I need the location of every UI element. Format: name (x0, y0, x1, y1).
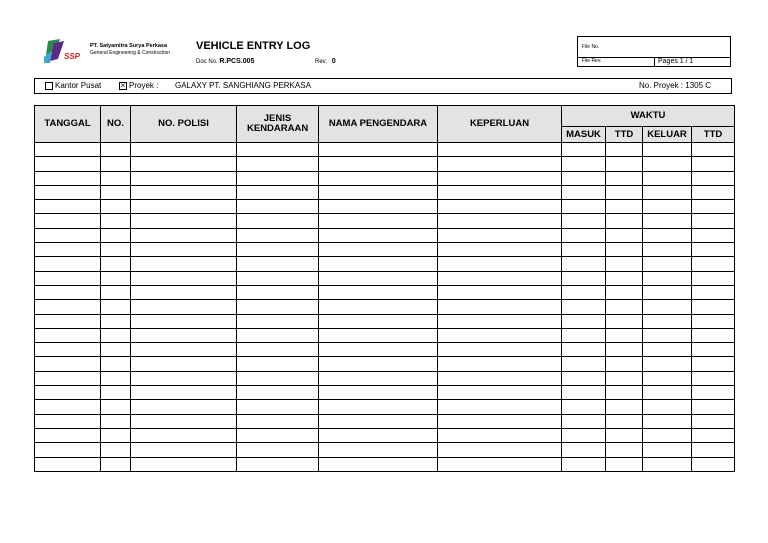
table-cell[interactable] (319, 371, 438, 385)
table-cell[interactable] (562, 428, 606, 442)
table-row (35, 371, 735, 385)
table-cell[interactable] (692, 200, 735, 214)
table-cell[interactable] (606, 185, 643, 199)
table-cell[interactable] (131, 285, 237, 299)
table-cell[interactable] (131, 457, 237, 471)
table-cell[interactable] (643, 257, 692, 271)
table-cell[interactable] (131, 200, 237, 214)
table-cell[interactable] (319, 257, 438, 271)
table-cell[interactable] (562, 257, 606, 271)
table-row (35, 386, 735, 400)
table-cell[interactable] (237, 185, 319, 199)
table-cell[interactable] (131, 257, 237, 271)
table-cell[interactable] (562, 457, 606, 471)
table-cell[interactable] (319, 143, 438, 157)
table-cell[interactable] (131, 214, 237, 228)
table-cell[interactable] (101, 243, 131, 257)
table-cell[interactable] (319, 328, 438, 342)
table-cell[interactable] (237, 357, 319, 371)
doc-number: Doc No. R.PCS.005 (196, 58, 255, 65)
table-cell[interactable] (319, 228, 438, 242)
table-row (35, 343, 735, 357)
table-cell[interactable] (101, 314, 131, 328)
table-cell[interactable] (562, 328, 606, 342)
table-cell[interactable] (692, 257, 735, 271)
col-tanggal: TANGGAL (35, 106, 101, 143)
table-cell[interactable] (237, 271, 319, 285)
table-cell[interactable] (643, 357, 692, 371)
table-cell[interactable] (319, 200, 438, 214)
table-cell[interactable] (237, 400, 319, 414)
table-cell[interactable] (131, 157, 237, 171)
file-no-label: File No. (582, 44, 600, 50)
table-cell[interactable] (131, 243, 237, 257)
table-row (35, 228, 735, 242)
table-cell[interactable] (692, 314, 735, 328)
table-cell[interactable] (237, 200, 319, 214)
table-row (35, 357, 735, 371)
table-cell[interactable] (131, 443, 237, 457)
table-cell[interactable] (606, 400, 643, 414)
table-cell[interactable] (101, 443, 131, 457)
table-cell[interactable] (35, 243, 101, 257)
table-cell[interactable] (237, 428, 319, 442)
table-cell[interactable] (237, 386, 319, 400)
table-cell[interactable] (606, 143, 643, 157)
table-cell[interactable] (562, 185, 606, 199)
table-cell[interactable] (692, 143, 735, 157)
table-cell[interactable] (643, 386, 692, 400)
table-cell[interactable] (606, 314, 643, 328)
table-cell[interactable] (562, 314, 606, 328)
table-cell[interactable] (692, 214, 735, 228)
project-number: No. Proyek : 1305 C (639, 81, 712, 90)
table-cell[interactable] (562, 386, 606, 400)
table-cell[interactable] (438, 386, 562, 400)
table-cell[interactable] (237, 328, 319, 342)
project-name: GALAXY PT. SANGHIANG PERKASA (175, 81, 311, 90)
table-cell[interactable] (692, 228, 735, 242)
table-cell[interactable] (101, 400, 131, 414)
table-cell[interactable] (643, 314, 692, 328)
table-cell[interactable] (319, 300, 438, 314)
table-cell[interactable] (692, 457, 735, 471)
table-cell[interactable] (562, 214, 606, 228)
table-cell[interactable] (237, 214, 319, 228)
table-cell[interactable] (643, 200, 692, 214)
table-cell[interactable] (643, 214, 692, 228)
table-cell[interactable] (692, 271, 735, 285)
table-cell[interactable] (101, 328, 131, 342)
table-row (35, 457, 735, 471)
log-body (35, 143, 735, 472)
table-row (35, 214, 735, 228)
table-cell[interactable] (643, 143, 692, 157)
table-cell[interactable] (319, 214, 438, 228)
table-row (35, 157, 735, 171)
table-cell[interactable] (692, 328, 735, 342)
table-row (35, 328, 735, 342)
table-cell[interactable] (562, 400, 606, 414)
table-cell[interactable] (237, 314, 319, 328)
table-cell[interactable] (606, 357, 643, 371)
table-cell[interactable] (35, 285, 101, 299)
table-cell[interactable] (237, 143, 319, 157)
company-name: PT. Satyamitra Surya Perkasa (90, 43, 168, 49)
table-cell[interactable] (438, 371, 562, 385)
table-row (35, 400, 735, 414)
table-cell[interactable] (606, 371, 643, 385)
table-cell[interactable] (35, 257, 101, 271)
table-cell[interactable] (438, 257, 562, 271)
table-cell[interactable] (606, 300, 643, 314)
table-cell[interactable] (438, 271, 562, 285)
table-cell[interactable] (643, 428, 692, 442)
table-row (35, 314, 735, 328)
table-cell[interactable] (131, 271, 237, 285)
table-cell[interactable] (319, 428, 438, 442)
table-cell[interactable] (35, 328, 101, 342)
table-cell[interactable] (643, 400, 692, 414)
table-cell[interactable] (237, 171, 319, 185)
table-cell[interactable] (438, 185, 562, 199)
kantor-pusat-label: Kantor Pusat (55, 81, 102, 90)
table-cell[interactable] (35, 228, 101, 242)
table-cell[interactable] (606, 157, 643, 171)
table-cell[interactable] (643, 228, 692, 242)
table-cell[interactable] (101, 457, 131, 471)
table-cell[interactable] (319, 285, 438, 299)
table-cell[interactable] (562, 414, 606, 428)
table-cell[interactable] (319, 414, 438, 428)
col-ttd-keluar: TTD (692, 127, 735, 143)
table-cell[interactable] (35, 171, 101, 185)
table-cell[interactable] (35, 214, 101, 228)
pages-indicator: Pages 1 / 1 (658, 58, 694, 65)
table-cell[interactable] (35, 400, 101, 414)
table-cell[interactable] (643, 185, 692, 199)
table-cell[interactable] (131, 300, 237, 314)
kantor-pusat-checkbox[interactable] (45, 82, 53, 90)
table-cell[interactable] (643, 243, 692, 257)
table-cell[interactable] (562, 228, 606, 242)
table-cell[interactable] (643, 271, 692, 285)
table-cell[interactable] (562, 285, 606, 299)
table-cell[interactable] (606, 386, 643, 400)
table-cell[interactable] (438, 200, 562, 214)
table-cell[interactable] (438, 328, 562, 342)
table-cell[interactable] (606, 328, 643, 342)
table-cell[interactable] (237, 257, 319, 271)
col-no: NO. (101, 106, 131, 143)
table-cell[interactable] (606, 257, 643, 271)
table-cell[interactable] (438, 428, 562, 442)
table-cell[interactable] (237, 443, 319, 457)
col-masuk: MASUK (562, 127, 606, 143)
table-cell[interactable] (101, 271, 131, 285)
table-cell[interactable] (319, 185, 438, 199)
table-row (35, 171, 735, 185)
table-cell[interactable] (562, 371, 606, 385)
table-row (35, 200, 735, 214)
table-cell[interactable] (131, 428, 237, 442)
table-cell[interactable] (101, 371, 131, 385)
table-cell[interactable] (643, 457, 692, 471)
table-cell[interactable] (35, 200, 101, 214)
table-cell[interactable] (131, 371, 237, 385)
table-cell[interactable] (643, 157, 692, 171)
table-cell[interactable] (606, 214, 643, 228)
table-cell[interactable] (131, 314, 237, 328)
table-cell[interactable] (319, 343, 438, 357)
table-cell[interactable] (101, 343, 131, 357)
table-cell[interactable] (606, 428, 643, 442)
table-cell[interactable] (237, 457, 319, 471)
table-cell[interactable] (643, 414, 692, 428)
table-cell[interactable] (101, 143, 131, 157)
table-cell[interactable] (319, 314, 438, 328)
table-cell[interactable] (319, 157, 438, 171)
table-cell[interactable] (319, 243, 438, 257)
col-jenis-kendaraan: JENIS KENDARAAN (237, 106, 319, 143)
col-no-polisi: NO. POLISI (131, 106, 237, 143)
table-cell[interactable] (131, 357, 237, 371)
proyek-label: Proyek : (129, 81, 159, 90)
table-cell[interactable] (319, 171, 438, 185)
table-cell[interactable] (237, 228, 319, 242)
table-cell[interactable] (438, 400, 562, 414)
table-cell[interactable] (692, 157, 735, 171)
table-cell[interactable] (101, 357, 131, 371)
table-cell[interactable] (101, 386, 131, 400)
file-no-row (578, 37, 730, 58)
table-cell[interactable] (319, 443, 438, 457)
document-title: VEHICLE ENTRY LOG (196, 40, 311, 52)
table-cell[interactable] (237, 157, 319, 171)
table-cell[interactable] (692, 428, 735, 442)
table-cell[interactable] (606, 285, 643, 299)
table-row (35, 414, 735, 428)
table-cell[interactable] (101, 185, 131, 199)
table-cell[interactable] (606, 457, 643, 471)
table-cell[interactable] (131, 185, 237, 199)
table-cell[interactable] (319, 357, 438, 371)
table-cell[interactable] (237, 243, 319, 257)
table-cell[interactable] (131, 143, 237, 157)
table-cell[interactable] (35, 371, 101, 385)
table-cell[interactable] (35, 414, 101, 428)
table-cell[interactable] (35, 457, 101, 471)
col-keperluan: KEPERLUAN (438, 106, 562, 143)
table-row (35, 271, 735, 285)
table-cell[interactable] (438, 300, 562, 314)
table-cell[interactable] (606, 200, 643, 214)
file-rev-label: File Rev. (582, 58, 602, 64)
table-cell[interactable] (101, 414, 131, 428)
table-cell[interactable] (438, 343, 562, 357)
table-cell[interactable] (562, 200, 606, 214)
vehicle-log-table (34, 105, 735, 472)
table-row (35, 143, 735, 157)
table-cell[interactable] (101, 171, 131, 185)
table-cell[interactable] (101, 214, 131, 228)
table-cell[interactable] (562, 300, 606, 314)
file-info-box (577, 36, 731, 67)
table-cell[interactable] (35, 300, 101, 314)
table-cell[interactable] (606, 414, 643, 428)
table-cell[interactable] (131, 171, 237, 185)
logo-text: SSP (64, 52, 81, 61)
table-cell[interactable] (692, 400, 735, 414)
table-cell[interactable] (606, 271, 643, 285)
table-cell[interactable] (692, 171, 735, 185)
table-row (35, 185, 735, 199)
table-cell[interactable] (692, 185, 735, 199)
table-cell[interactable] (319, 457, 438, 471)
table-cell[interactable] (643, 328, 692, 342)
table-cell[interactable] (692, 386, 735, 400)
project-bar (34, 78, 732, 94)
table-cell[interactable] (131, 228, 237, 242)
table-cell[interactable] (643, 443, 692, 457)
file-rev-row (578, 58, 730, 67)
table-cell[interactable] (692, 300, 735, 314)
table-row (35, 243, 735, 257)
table-cell[interactable] (562, 271, 606, 285)
table-cell[interactable] (438, 143, 562, 157)
table-cell[interactable] (35, 357, 101, 371)
table-cell[interactable] (562, 171, 606, 185)
table-cell[interactable] (101, 228, 131, 242)
revision: Rev. 0 (315, 58, 336, 65)
table-row (35, 300, 735, 314)
table-cell[interactable] (35, 386, 101, 400)
table-cell[interactable] (131, 400, 237, 414)
table-cell[interactable] (101, 157, 131, 171)
table-cell[interactable] (319, 400, 438, 414)
table-cell[interactable] (562, 443, 606, 457)
table-row (35, 443, 735, 457)
table-cell[interactable] (101, 257, 131, 271)
table-cell[interactable] (438, 314, 562, 328)
table-cell[interactable] (606, 343, 643, 357)
table-cell[interactable] (562, 243, 606, 257)
table-cell[interactable] (643, 285, 692, 299)
table-cell[interactable] (101, 200, 131, 214)
table-cell[interactable] (35, 343, 101, 357)
table-cell[interactable] (101, 285, 131, 299)
table-cell[interactable] (438, 443, 562, 457)
table-cell[interactable] (35, 428, 101, 442)
table-cell[interactable] (237, 300, 319, 314)
table-cell[interactable] (562, 143, 606, 157)
table-cell[interactable] (35, 443, 101, 457)
table-cell[interactable] (692, 343, 735, 357)
table-cell[interactable] (438, 214, 562, 228)
table-cell[interactable] (692, 443, 735, 457)
table-cell[interactable] (692, 285, 735, 299)
table-cell[interactable] (35, 157, 101, 171)
table-cell[interactable] (438, 414, 562, 428)
table-cell[interactable] (101, 300, 131, 314)
table-cell[interactable] (643, 171, 692, 185)
table-cell[interactable] (237, 414, 319, 428)
table-cell[interactable] (319, 386, 438, 400)
table-row (35, 428, 735, 442)
table-cell[interactable] (692, 371, 735, 385)
col-group-waktu: WAKTU (562, 106, 735, 127)
table-cell[interactable] (131, 414, 237, 428)
table-cell[interactable] (131, 343, 237, 357)
table-cell[interactable] (562, 343, 606, 357)
table-cell[interactable] (643, 300, 692, 314)
table-cell[interactable] (131, 386, 237, 400)
table-row (35, 257, 735, 271)
table-cell[interactable] (606, 443, 643, 457)
table-cell[interactable] (35, 143, 101, 157)
table-cell[interactable] (438, 285, 562, 299)
proyek-checkbox[interactable]: × (120, 81, 126, 90)
table-cell[interactable] (643, 371, 692, 385)
table-cell[interactable] (237, 371, 319, 385)
table-cell[interactable] (237, 343, 319, 357)
table-cell[interactable] (101, 428, 131, 442)
table-cell[interactable] (438, 228, 562, 242)
table-row (35, 285, 735, 299)
col-keluar: KELUAR (643, 127, 692, 143)
col-ttd-masuk: TTD (606, 127, 643, 143)
table-cell[interactable] (562, 357, 606, 371)
table-cell[interactable] (438, 157, 562, 171)
company-subtitle: General Engineering & Construction (90, 50, 171, 56)
table-cell[interactable] (692, 243, 735, 257)
table-cell[interactable] (438, 357, 562, 371)
table-cell[interactable] (643, 343, 692, 357)
table-cell[interactable] (237, 285, 319, 299)
table-cell[interactable] (131, 328, 237, 342)
table-cell[interactable] (606, 171, 643, 185)
table-cell[interactable] (35, 185, 101, 199)
table-cell[interactable] (35, 271, 101, 285)
table-cell[interactable] (692, 357, 735, 371)
table-cell[interactable] (438, 243, 562, 257)
col-nama-pengendara: NAMA PENGENDARA (319, 106, 438, 143)
table-cell[interactable] (562, 157, 606, 171)
table-cell[interactable] (606, 243, 643, 257)
table-cell[interactable] (438, 171, 562, 185)
table-cell[interactable] (438, 457, 562, 471)
table-cell[interactable] (319, 271, 438, 285)
table-cell[interactable] (35, 314, 101, 328)
table-cell[interactable] (606, 228, 643, 242)
table-cell[interactable] (692, 414, 735, 428)
